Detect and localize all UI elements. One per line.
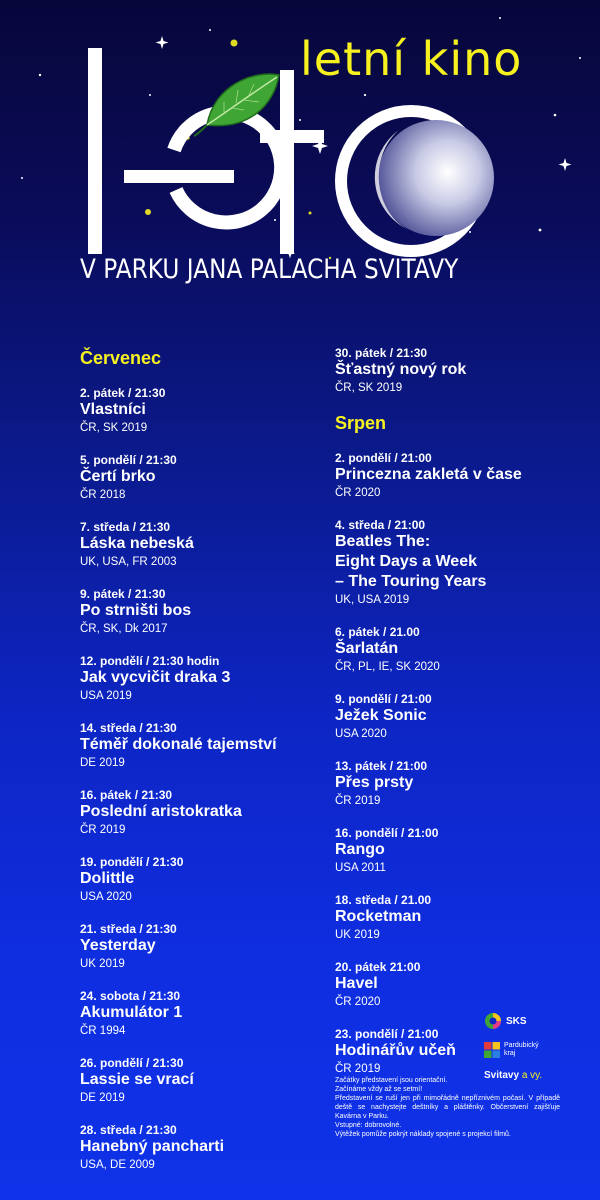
screening-origin: ČR 1994 [80,1025,126,1037]
screening-origin: UK, USA, FR 2003 [80,556,177,568]
screening-date: 7. středa / 21:30 [80,520,171,534]
screening-date: 2. pátek / 21:30 [80,386,166,400]
screening-origin: ČR 2020 [335,487,381,499]
screening-entry [335,826,585,876]
screening-title: Přes prsty [335,774,414,791]
screening-title-line: Beatles The: [335,533,431,550]
screening-entry [80,1123,320,1173]
note-line: Začátky představení jsou orientační. [335,1077,448,1084]
screening-entry [335,893,585,943]
screening-date: 26. pondělí / 21:30 [80,1056,184,1070]
sks-logo [484,1012,584,1030]
screening-entry [335,518,585,608]
screening-entry [80,1056,320,1106]
note-line: Představení se ruší jen při mimořádně nepříznivém počasí. V případě deště se nachystejte deštníky a pláštěnky. Občerstvení zajišťuje Kavárna v Parku. [335,1095,560,1120]
pardubicky-kraj-line2: kraj [504,1050,516,1057]
august-column [335,346,585,1094]
screening-title: Po strništi bos [80,602,192,619]
screening-title: Poslední aristokratka [80,803,242,820]
screening-date: 9. pátek / 21:30 [80,587,166,601]
screening-title: Hodinářův učeň [335,1042,456,1059]
screening-title-line: Eight Days a Week [335,553,477,570]
screening-entry [80,788,320,838]
screening-date: 2. pondělí / 21:00 [335,451,432,465]
screening-date: 19. pondělí / 21:30 [80,855,184,869]
screening-date: 21. středa / 21:30 [80,922,177,936]
info-note [335,1076,560,1139]
screening-origin: USA 2020 [335,728,387,740]
pardubicky-kraj-logo [484,1042,584,1058]
sponsor-logos [484,1012,584,1081]
screening-entry [335,625,585,675]
screening-date: 4. středa / 21:00 [335,518,426,532]
screening-origin: UK 2019 [80,958,125,970]
screening-title: Rocketman [335,908,422,925]
screening-origin: ČR, PL, IE, SK 2020 [335,661,440,673]
screening-entry [80,520,320,570]
sks-icon [484,1012,502,1030]
screening-date: 13. pátek / 21:00 [335,759,428,773]
screening-origin: ČR 2019 [335,795,381,807]
screening-date: 20. pátek 21:00 [335,960,421,974]
screening-title: Lassie se vrací [80,1071,194,1088]
screening-title: Láska nebeská [80,535,194,552]
month-heading-august: Srpen [335,413,387,433]
screening-origin: USA, DE 2009 [80,1159,155,1171]
screening-origin: ČR, SK 2019 [335,382,403,394]
screening-title: Jak vycvičit draka 3 [80,669,231,686]
screening-origin: ČR, SK, Dk 2017 [80,623,168,635]
screening-origin: DE 2019 [80,757,125,769]
screening-title: Šťastný nový rok [335,361,467,378]
screening-entry [335,960,585,1010]
screening-entry [335,692,585,742]
screening-origin: ČR 2018 [80,489,126,501]
pardubicky-kraj-icon [484,1042,500,1058]
screening-entry [335,759,585,809]
screening-title: Akumulátor 1 [80,1004,183,1021]
screening-entry [335,451,585,501]
screening-title-line: – The Touring Years [335,573,487,590]
screening-date: 9. pondělí / 21:00 [335,692,432,706]
screening-entry [80,855,320,905]
screening-origin: DE 2019 [80,1092,125,1104]
screening-entry [80,386,320,436]
july-column [80,348,320,1190]
screening-title: Čertí brko [80,468,156,485]
svitavy-suffix: a vy. [521,1070,543,1081]
month-heading-july: Červenec [80,348,162,368]
screening-date: 16. pátek / 21:30 [80,788,173,802]
screening-date: 24. sobota / 21:30 [80,989,181,1003]
svitavy-main: Svitavy [484,1070,520,1081]
screening-origin: ČR 2020 [335,996,381,1008]
note-line: Vstupné: dobrovolné. [335,1122,402,1129]
note-line: Výtěžek pomůže pokrýt náklady spojené s projekcí filmů. [335,1131,511,1138]
screening-title: Ježek Sonic [335,707,427,724]
cinema-label: letní kino [300,32,523,86]
screening-entry [80,587,320,637]
screening-title: Téměř dokonalé tajemství [80,736,277,753]
screening-date: 6. pátek / 21.00 [335,625,420,639]
screening-date: 30. pátek / 21:30 [335,346,428,360]
screening-origin: USA 2019 [80,690,132,702]
screening-title: Princezna zakletá v čase [335,466,522,483]
screening-title: Dolittle [80,870,135,887]
screening-origin: ČR 2019 [335,1063,381,1075]
screening-origin: ČR, SK 2019 [80,422,148,434]
note-line: Začínáme vždy až se setmí! [335,1086,423,1093]
screening-origin: USA 2011 [335,862,386,874]
screening-origin: UK, USA 2019 [335,594,410,606]
pardubicky-kraj-line1: Pardubický [504,1042,539,1049]
screening-title: Havel [335,975,378,992]
screening-entry [80,989,320,1039]
sks-label: SKS [506,1015,527,1027]
screening-title [335,532,585,592]
page-subtitle: V PARKU JANA PALACHA SVITAVY [80,254,459,285]
screening-origin: ČR 2019 [80,824,126,836]
screening-date: 18. středa / 21.00 [335,893,432,907]
screening-entry [335,346,585,396]
screening-title: Vlastníci [80,401,146,418]
screening-date: 12. pondělí / 21:30 hodin [80,654,220,668]
screening-date: 23. pondělí / 21:00 [335,1027,439,1041]
screening-title: Šarlatán [335,640,399,657]
screening-entry [80,721,320,771]
screening-title: Yesterday [80,937,156,954]
screening-date: 28. středa / 21:30 [80,1123,177,1137]
screening-entry [80,453,320,503]
screening-entry [80,922,320,972]
screening-date: 16. pondělí / 21:00 [335,826,439,840]
screening-origin: USA 2020 [80,891,132,903]
screening-title: Rango [335,841,385,858]
screening-title: Hanebný pancharti [80,1138,225,1155]
screening-date: 14. středa / 21:30 [80,721,177,735]
screening-entry [80,654,320,704]
pardubicky-kraj-label [504,1042,539,1058]
screening-date: 5. pondělí / 21:30 [80,453,177,467]
screening-origin: UK 2019 [335,929,380,941]
